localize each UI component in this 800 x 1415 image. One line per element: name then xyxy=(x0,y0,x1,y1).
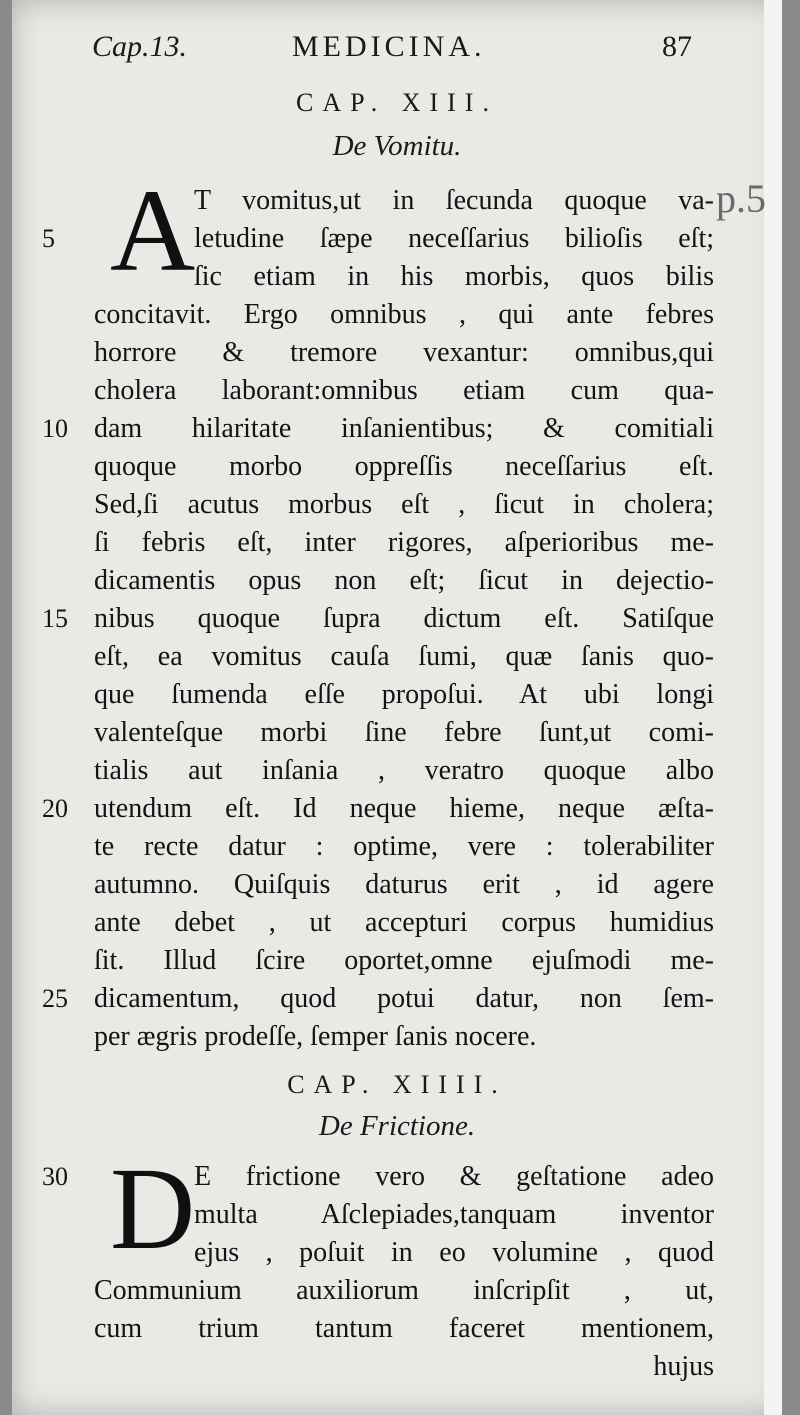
text-line: utendum eſt. Id neque hieme, neque æſta- xyxy=(94,793,714,824)
text-line: Sed,ſi acutus morbus eſt , ſicut in cholera; xyxy=(94,489,714,520)
text-line: autumno. Quiſquis daturus erit , id agere xyxy=(94,869,714,900)
text-line: nibus quoque ſupra dictum eſt. Satiſque xyxy=(94,603,714,634)
text-line: per ægris prodeſſe, ſemper ſanis nocere. xyxy=(94,1021,537,1052)
drop-cap: A xyxy=(110,165,196,296)
text-line: T vomitus,ut in ſecunda quoque va- xyxy=(194,185,714,216)
text-line: multa Aſclepiades,tanquam inventor xyxy=(194,1199,714,1230)
text-line: concitavit. Ergo omnibus , qui ante febres xyxy=(94,299,714,330)
text-line: ſit. Illud ſcire oportet,omne ejuſmodi me- xyxy=(94,945,714,976)
text-line: quoque morbo oppreſſis neceſſarius eſt. xyxy=(94,451,714,482)
text-line: dicamentis opus non eſt; ſicut in dejectio- xyxy=(94,565,714,596)
margin-note: p.5 xyxy=(716,176,766,221)
line-number: 15 xyxy=(42,604,68,633)
chapter-heading: CAP. XIII. xyxy=(296,88,498,117)
text-line: dam hilaritate inſanientibus; & comitiali xyxy=(94,413,714,444)
text-line: Communium auxiliorum inſcripſit , ut, xyxy=(94,1275,714,1306)
text-line: cholera laborant:omnibus etiam cum qua- xyxy=(94,375,714,406)
text-line: ſi febris eſt, inter rigores, aſperioribus me- xyxy=(94,527,714,558)
text-line: eſt, ea vomitus cauſa ſumi, quæ ſanis quo- xyxy=(94,641,714,672)
line-number: 5 xyxy=(42,224,55,253)
book-page xyxy=(12,0,782,1415)
text-line: cum trium tantum faceret mentionem, xyxy=(94,1313,714,1344)
text-line: horrore & tremore vexantur: omnibus,qui xyxy=(94,337,714,368)
page-edge xyxy=(764,0,782,1415)
line-number: 20 xyxy=(42,794,68,823)
page-number: 87 xyxy=(662,30,692,63)
line-number: 25 xyxy=(42,984,68,1013)
chapter-title: De Frictione. xyxy=(318,1110,476,1142)
text-line: que ſumenda eſſe propoſui. At ubi longi xyxy=(94,679,714,710)
catchword: hujus xyxy=(653,1351,714,1382)
text-line: letudine ſæpe neceſſarius bilioſis eſt; xyxy=(194,223,714,254)
text-line: te recte datur : optime, vere : tolerabiliter xyxy=(94,831,714,862)
line-number: 30 xyxy=(42,1162,68,1191)
running-head xyxy=(92,30,702,70)
text-line: dicamentum, quod potui datur, non ſem- xyxy=(94,983,714,1014)
running-head-chapter: Cap.13. xyxy=(92,30,188,63)
text-line: ejus , poſuit in eo volumine , quod xyxy=(194,1237,714,1268)
line-number: 10 xyxy=(42,414,68,443)
drop-cap: D xyxy=(110,1143,196,1274)
text-line: valenteſque morbi ſine febre ſunt,ut comi- xyxy=(94,717,714,748)
text-line: tialis aut inſania , veratro quoque albo xyxy=(94,755,714,786)
text-line: E frictione vero & geſtatione adeo xyxy=(194,1161,714,1192)
chapter-title: De Vomitu. xyxy=(332,130,462,162)
chapter-heading: CAP. XIIII. xyxy=(287,1070,507,1099)
running-head-title: MEDICINA. xyxy=(292,30,486,63)
text-line: ante debet , ut accepturi corpus humidius xyxy=(94,907,714,938)
text-line: ſic etiam in his morbis, quos bilis xyxy=(194,261,714,292)
